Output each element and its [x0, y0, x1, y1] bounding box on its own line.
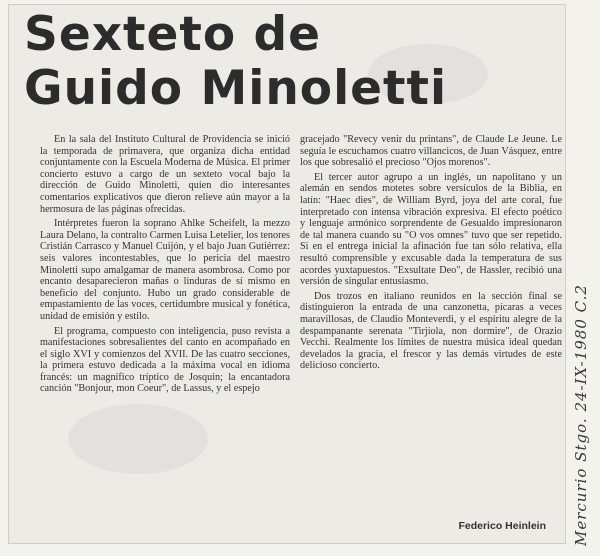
article-column-right — [300, 134, 562, 375]
paper-stain — [68, 404, 208, 474]
headline-line-2: Guido Minoletti — [24, 61, 448, 116]
handwritten-annotation: Mercurio Stgo. 24-IX-1980 C.2 — [572, 284, 590, 546]
article-paragraph: El tercer autor agrupo a un inglés, un napolitano y un alemán en sendos motetes sobre versículos de la Biblia, en latín: "Haec dies", de William Byrd, joya del arte coral, fue interpretado con intensa vibración expresiva. El efecto poético y lenguaje armónico sorprendente de Gesualdo impresionaron de tal manera cuando su "O vos omnes" tuvo que ser repetido. Si en el entrega inicial la afinación fue tan sólo relativa, ella resultó comprensible y excusable dada la temperatura de sus acordes yuxtapuestos. "Exsultate Deo", de Hassler, recibió una versión de singular entusiasmo. — [300, 171, 562, 288]
article-paragraph: Intérpretes fueron la soprano Ahlke Scheifelt, la mezzo Laura Delano, la contralto Carmen Luisa Letelier, los tenores Cristián Carrasco y Manuel Cuijón, y el bajo Juan Gutiérrez: seis valores incontestables, que lo pericia del maestro Minoletti supo amalgamar de manera asombrosa. Como por encanto desaparecieron mañas o linduras de sí mismo en beneficio del conjunto. Hubo un grado considerable de empastamiento de las voces, certidumbre musical y fonética, unidad de emisión y estilo. — [40, 218, 290, 322]
article-author: Federico Heinlein — [458, 520, 546, 532]
article-column-left — [40, 134, 290, 398]
article-paragraph: En la sala del Instituto Cultural de Providencia se inició la temporada de primavera, que organiza dicha entidad conjuntamente con la Escuela Moderna de Música. El primer concierto estuvo a cargo de un sexteto vocal bajo la dirección de Guido Minoletti, quien dio interesantes comentarios explicativos que dieron relieve aún mayor a la hermosura de las páginas ofrecidas. — [40, 134, 290, 215]
article-headline — [24, 8, 564, 116]
article-paragraph: gracejado "Revecy venir du printans", de Claude Le Jeune. Le seguía le escuchamos cuatro villancicos, de Juan Vásquez, entre los que sobresalió el precioso "Ojos morenos". — [300, 134, 562, 169]
newspaper-clipping — [8, 4, 566, 544]
article-paragraph: El programa, compuesto con inteligencia, puso revista a manifestaciones sobresalientes del canto en acompañado en el siglo XVI y comienzos del XVII. De las cuatro secciones, la primera estuvo dedicada a la máxima vocal en idioma francés: un magnífico tríptico de Josquin; la encantadora canción "Bonjour, mon Coeur", de Lassus, y el espejo — [40, 325, 290, 395]
headline-line-1: Sexteto de — [24, 7, 322, 62]
article-paragraph: Dos trozos en italiano reunidos en la sección final se distinguieron la entrada de una canzonetta, pícaras a veces maravillosas, de Claudio Monteverdi, y el espíritu alegre de la despampanante serenata "Tirjiola, non dormire", de Orazio Vecchi. Realmente los límites de nuestra música ideal quedan develados la gracia, el frescor y las demás virtudes de este delicioso concierto. — [300, 290, 562, 372]
